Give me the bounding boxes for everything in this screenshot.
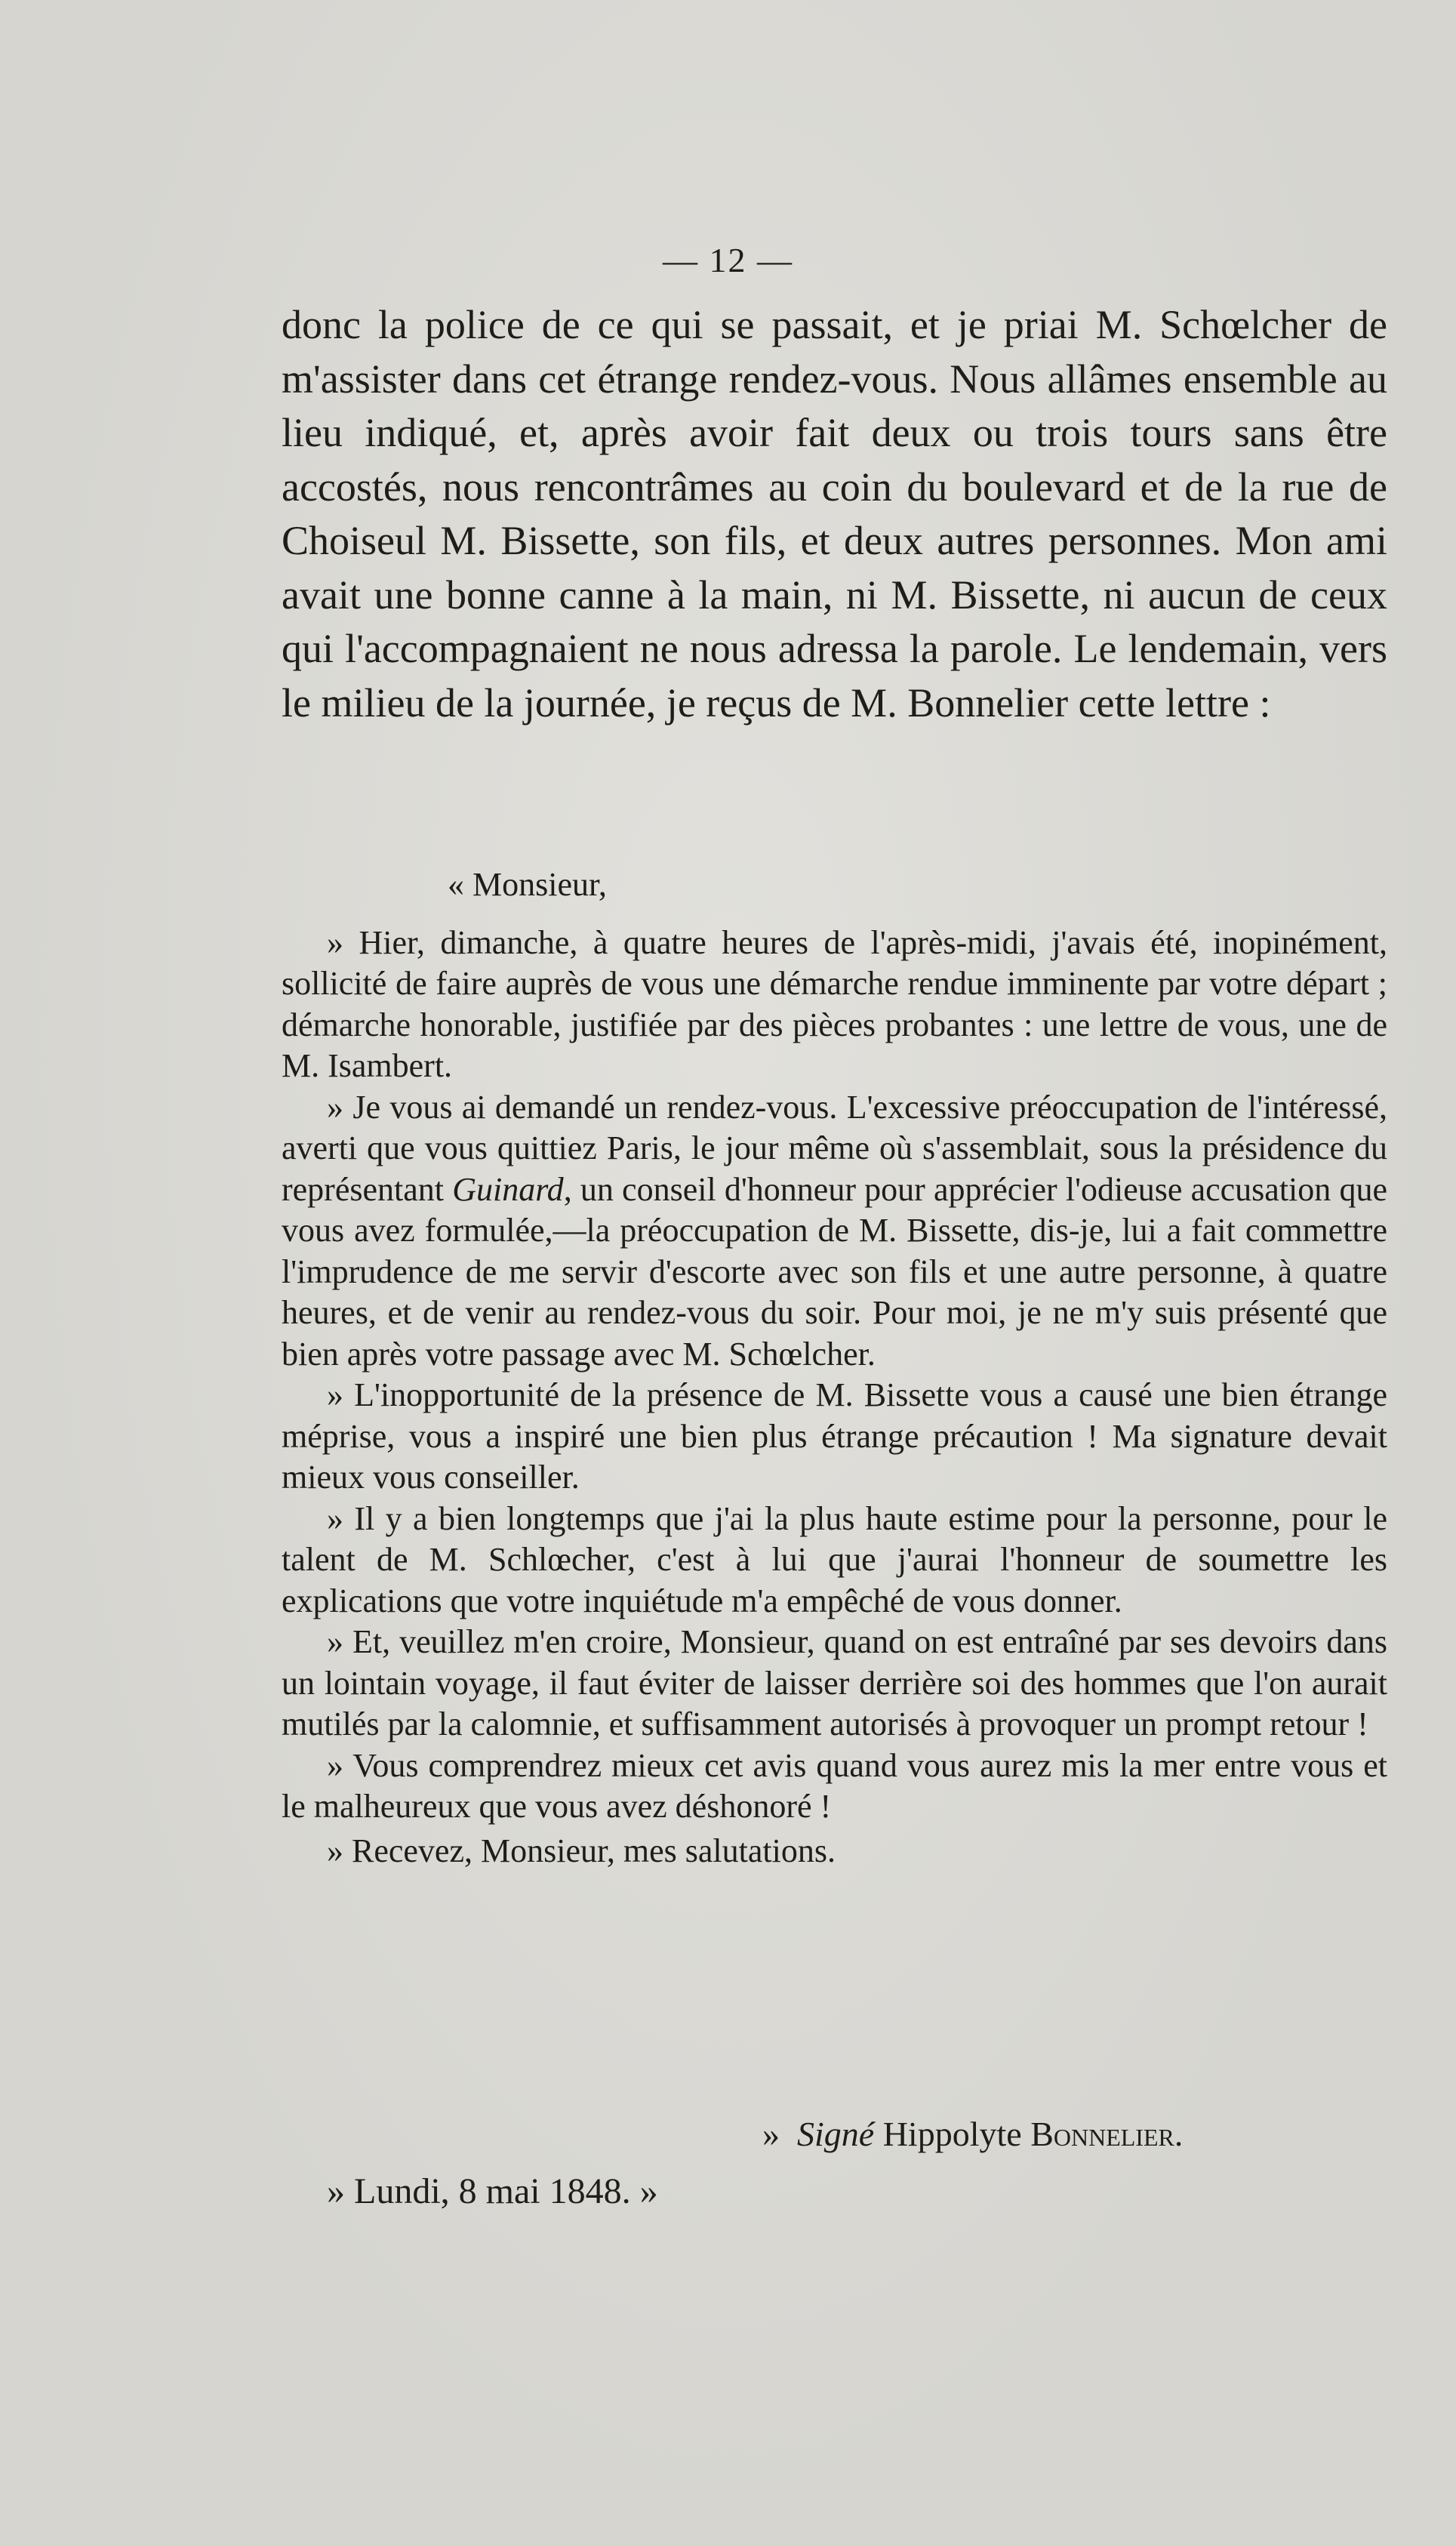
quoted-letter: [282, 864, 1387, 1872]
letter-paragraph-1: » Hier, dimanche, à quatre heures de l'après-midi, j'avais été, inopinément, sollicité de faire auprès de vous une démarche rendue imminente par votre départ ; démarche honorable, justifiée par des pièces probantes : une lettre de vous, une de M. Isambert.: [282, 923, 1387, 1084]
letter-paragraph-5: » Et, veuillez m'en croire, Monsieur, quand on est entraîné par ses devoirs dans un lointain voyage, il faut éviter de laisser derrière soi des hommes que l'on aurait mutilés par la calomnie, et suffisamment autorisés à provoquer un prompt retour !: [282, 1623, 1387, 1742]
signature-quote-mark: »: [762, 2115, 780, 2153]
signature-last-name: Bonnelier.: [1030, 2115, 1184, 2153]
signature-signe: Signé: [797, 2115, 875, 2153]
letter-closing: » Recevez, Monsieur, mes salutations.: [327, 1832, 836, 1869]
name-guinard: Guinard: [452, 1170, 564, 1208]
letter-date: » Lundi, 8 mai 1848. »: [327, 2171, 658, 2211]
letter-paragraph-6: » Vous comprendrez mieux cet avis quand vous aurez mis la mer entre vous et le malheureux que vous avez déshonoré !: [282, 1746, 1387, 1825]
letter-paragraph-4: » Il y a bien longtemps que j'ai la plus haute estime pour la personne, pour le talent de M. Schlœcher, c'est à lui que j'aurai l'honneur de soumettre les explications que votre inquiétude m'a empêché de vous donner.: [282, 1499, 1387, 1619]
letter-paragraph-2: [282, 1087, 1387, 1376]
page-number: — 12 —: [663, 241, 793, 279]
letter-paragraph-2-start: » Je vous ai demandé un rendez-vous. L'excessive préoccupation de l'intéressé, averti que vous quittiez Paris, le jour même où s'assemblait, sous la présidence du représentant: [282, 1088, 1387, 1208]
main-text: [282, 298, 1387, 730]
body-paragraph: donc la police de ce qui se passait, et je priai M. Schœlcher de m'assister dans cet étrange rendez-vous. Nous allâmes ensemble au lieu indiqué, et, après avoir fait deux ou trois tours sans être accostés, nous rencontrâmes au coin du boulevard et de la rue de Choiseul M. Bissette, son fils, et deux autres personnes. Mon ami avait une bonne canne à la main, ni M. Bissette, ni aucun de ceux qui l'accompagnaient ne nous adressa la parole. Le lendemain, vers le milieu de la journée, je reçus de M. Bonnelier cette lettre :: [282, 302, 1387, 726]
letter-salutation: « Monsieur,: [448, 866, 607, 903]
signature-first-name: Hippolyte: [882, 2115, 1022, 2153]
letter-paragraph-3: » L'inopportunité de la présence de M. Bissette vous a causé une bien étrange méprise, vous a inspiré une bien plus étrange précaution ! Ma signature devait mieux vous conseiller.: [282, 1376, 1387, 1496]
letter-signature: [762, 2114, 1183, 2154]
letter-paragraph-2-end: , un conseil d'honneur pour apprécier l'odieuse accusation que vous avez formulée,—la préoccupation de M. Bissette, dis-je, lui a fait commettre l'imprudence de me servir d'escorte avec son fils et une autre personne, à quatre heures, et de venir au rendez-vous du soir. Pour moi, je ne m'y suis présenté que bien après votre passage avec M. Schœlcher.: [282, 1170, 1387, 1373]
